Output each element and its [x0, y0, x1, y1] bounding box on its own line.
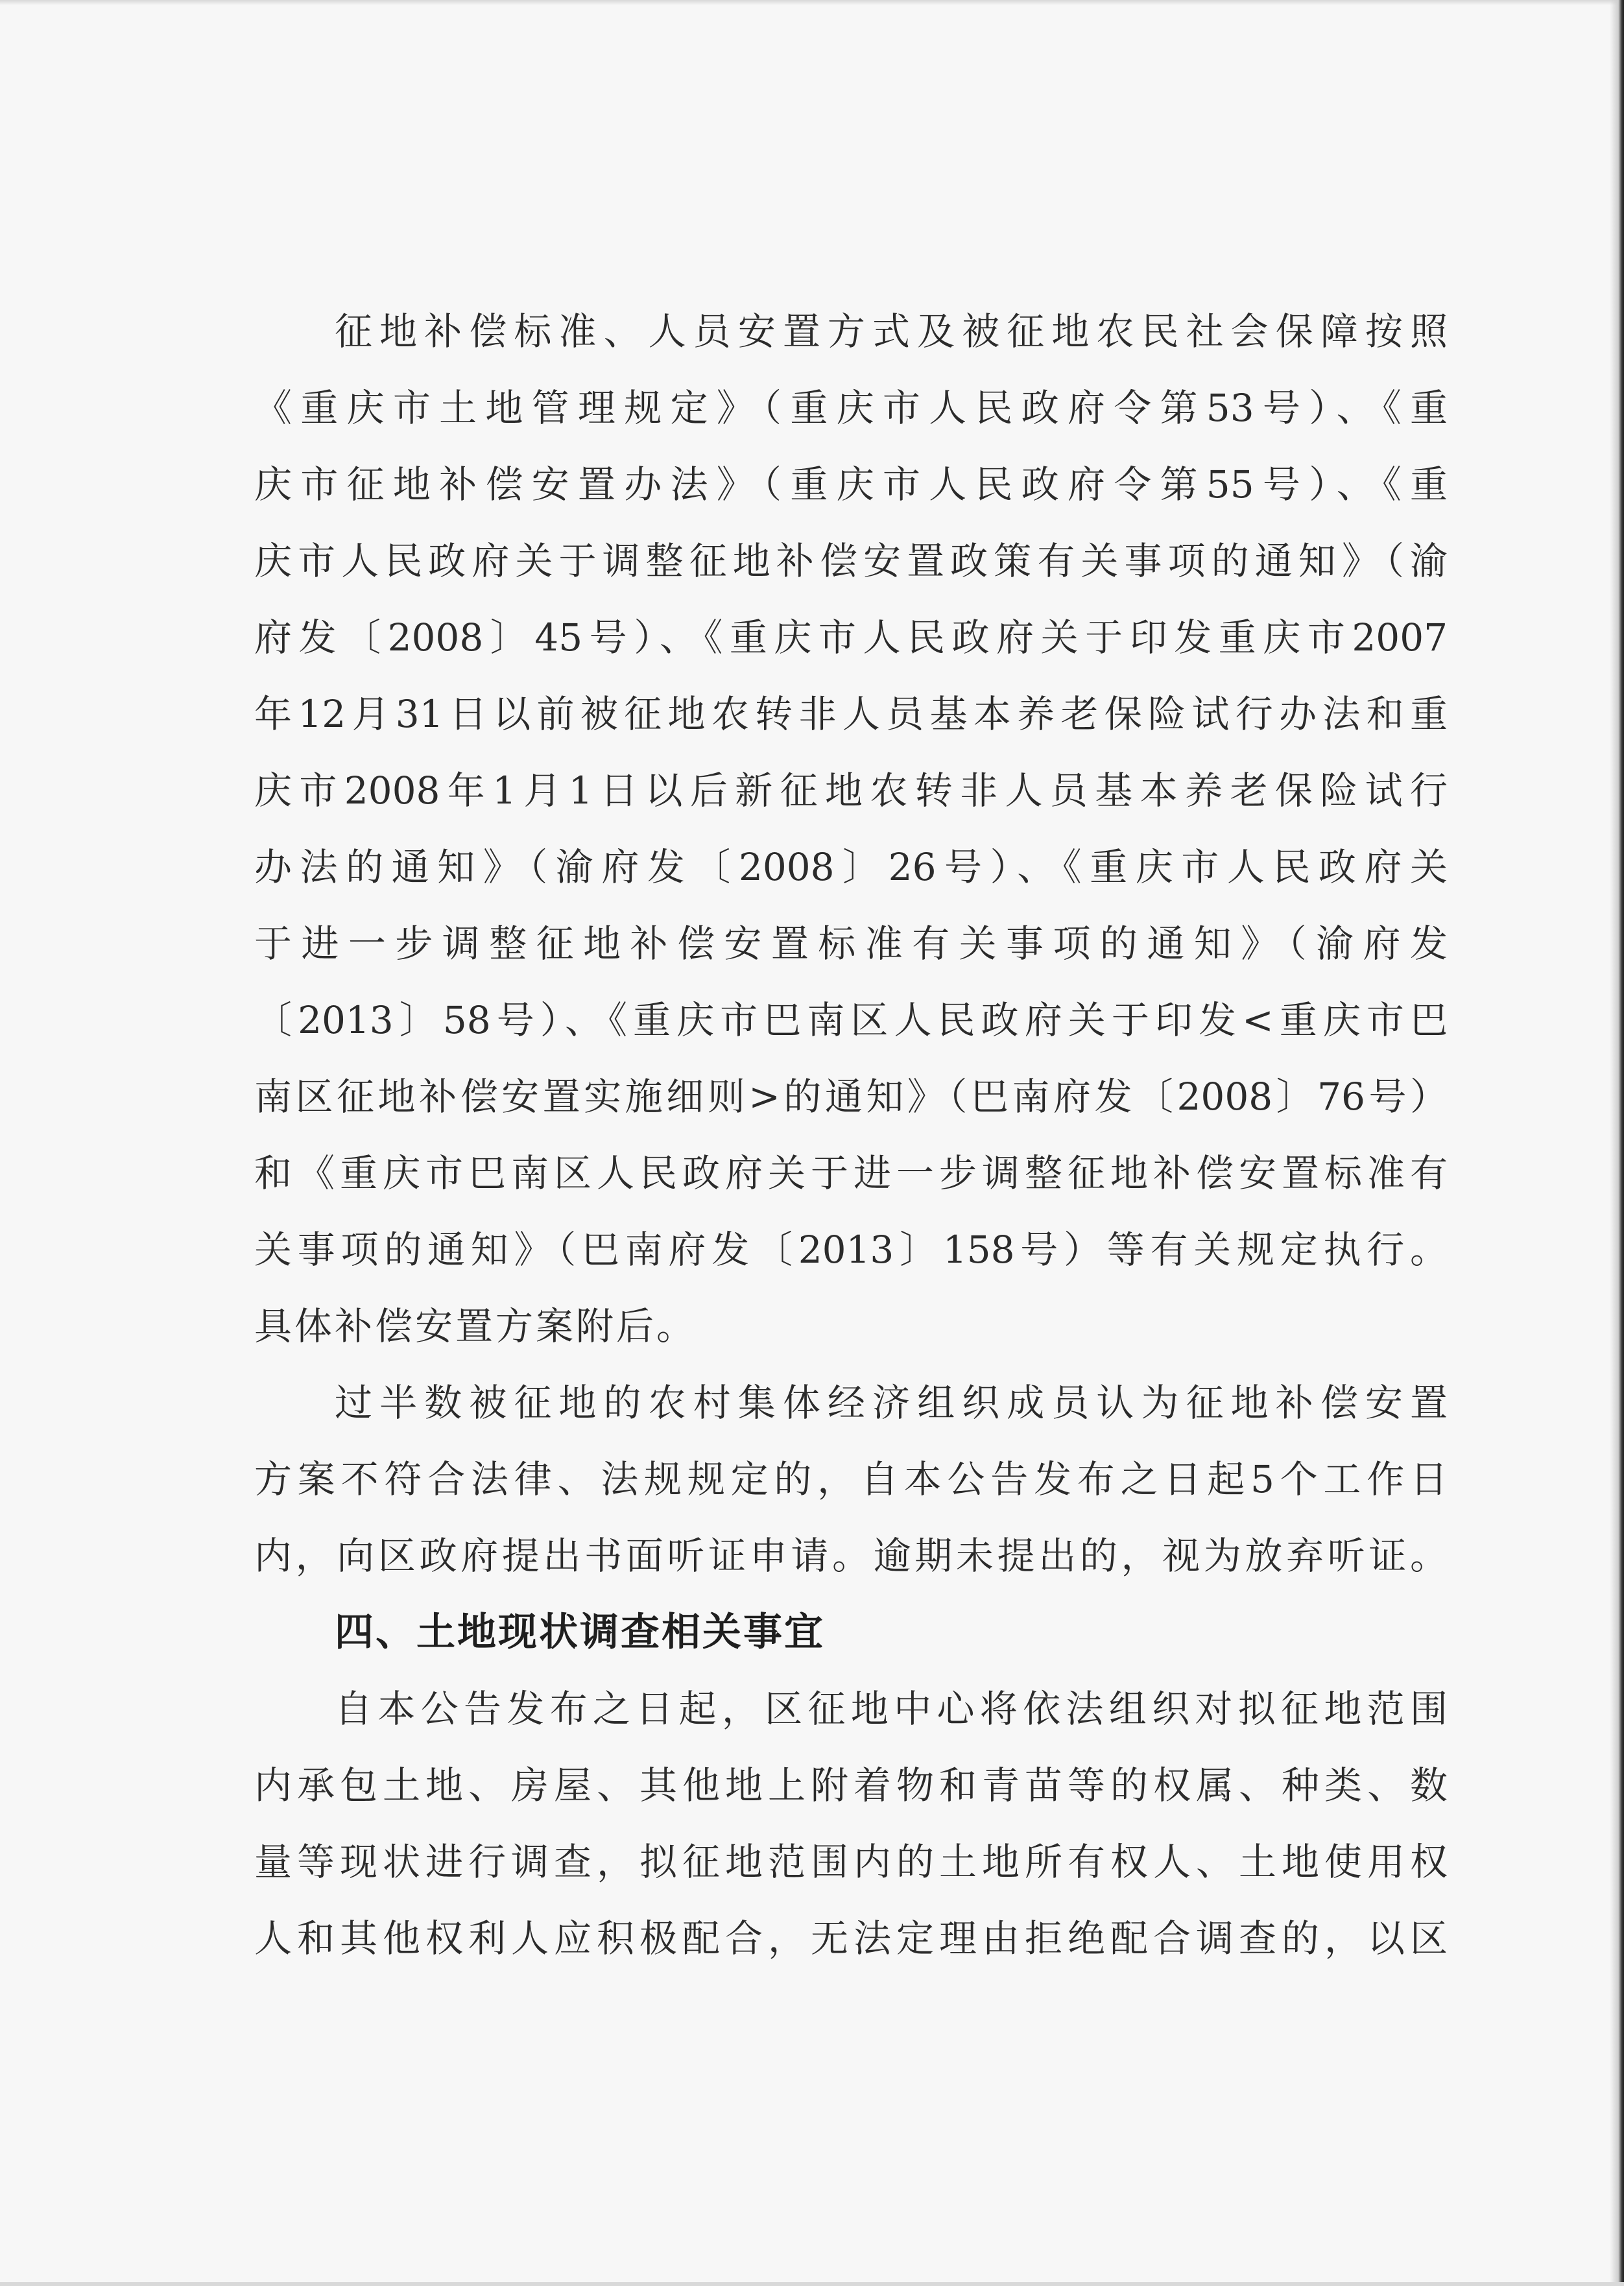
text-line — [254, 1824, 1448, 1900]
text-line — [254, 982, 1448, 1058]
text-line — [254, 1441, 1448, 1518]
text-line — [254, 676, 1448, 752]
text-line — [254, 905, 1448, 982]
paragraph-land-survey — [254, 1671, 1448, 1977]
text-line-content: 人和其他权利人应积极配合，无法定理由拒绝配合调查的，以区 — [254, 1916, 1448, 1960]
text-line — [254, 1900, 1448, 1977]
text-line-content: 庆市人民政府关于调整征地补偿安置政策有关事项的通知》（渝 — [254, 539, 1448, 583]
scan-edge-top — [0, 0, 1624, 5]
text-line — [254, 1671, 1448, 1747]
text-line-content: 年12月31日以前被征地农转非人员基本养老保险试行办法和重 — [254, 692, 1448, 736]
text-line-content: 量等现状进行调查，拟征地范围内的土地所有权人、土地使用权 — [254, 1840, 1448, 1884]
text-line-content: 府发〔2008〕45号）、《重庆市人民政府关于印发重庆市2007 — [254, 615, 1448, 660]
text-line — [254, 1135, 1448, 1211]
text-line-content: 过半数被征地的农村集体经济组织成员认为征地补偿安置 — [335, 1381, 1448, 1425]
text-line — [254, 446, 1448, 523]
text-line-content: 具体补偿安置方案附后。 — [254, 1304, 697, 1348]
text-line — [254, 1747, 1448, 1824]
text-line-content: 内承包土地、房屋、其他地上附着物和青苗等的权属、种类、数 — [254, 1763, 1448, 1807]
text-line-content: 关事项的通知》（巴南府发〔2013〕158号）等有关规定执行。 — [254, 1228, 1448, 1272]
text-line-content: 于进一步调整征地补偿安置标准有关事项的通知》（渝府发 — [254, 922, 1448, 966]
text-line-content: 庆市2008年1月1日以后新征地农转非人员基本养老保险试行 — [254, 768, 1448, 813]
text-line-content: 内，向区政府提出书面听证申请。逾期未提出的，视为放弃听证。 — [254, 1534, 1448, 1578]
text-line-content: 和《重庆市巴南区人民政府关于进一步调整征地补偿安置标准有 — [254, 1151, 1448, 1195]
text-line — [254, 1058, 1448, 1135]
document-body — [254, 293, 1448, 1977]
section-heading: 四、土地现状调查相关事宜 — [335, 1610, 825, 1655]
text-line — [254, 1211, 1448, 1288]
text-line-content: 办法的通知》（渝府发〔2008〕26号）、《重庆市人民政府关 — [254, 845, 1448, 889]
text-line — [254, 1364, 1448, 1441]
text-line-content: 《重庆市土地管理规定》（重庆市人民政府令第53号）、《重 — [254, 386, 1448, 430]
text-line — [254, 523, 1448, 599]
text-line — [254, 829, 1448, 905]
text-line — [254, 293, 1448, 370]
text-line-content: 〔2013〕58号）、《重庆市巴南区人民政府关于印发<重庆市巴 — [254, 998, 1448, 1042]
text-line — [254, 752, 1448, 829]
text-line — [254, 599, 1448, 676]
text-line — [254, 1288, 1448, 1364]
text-line-content: 庆市征地补偿安置办法》（重庆市人民政府令第55号）、《重 — [254, 462, 1448, 506]
text-line-content: 南区征地补偿安置实施细则>的通知》（巴南府发〔2008〕76号） — [254, 1075, 1448, 1119]
text-line-content: 方案不符合法律、法规规定的，自本公告发布之日起5个工作日 — [254, 1457, 1448, 1501]
text-line-content: 自本公告发布之日起，区征地中心将依法组织对拟征地范围 — [335, 1687, 1448, 1731]
scan-edge-right — [1610, 0, 1624, 2286]
text-line — [254, 1518, 1448, 1594]
scan-edge-bottom — [0, 2282, 1624, 2286]
paragraph-compensation-standards — [254, 293, 1448, 1364]
text-line-content: 征地补偿标准、人员安置方式及被征地农民社会保障按照 — [335, 309, 1448, 353]
text-line — [254, 370, 1448, 446]
paragraph-hearing-request — [254, 1364, 1448, 1594]
